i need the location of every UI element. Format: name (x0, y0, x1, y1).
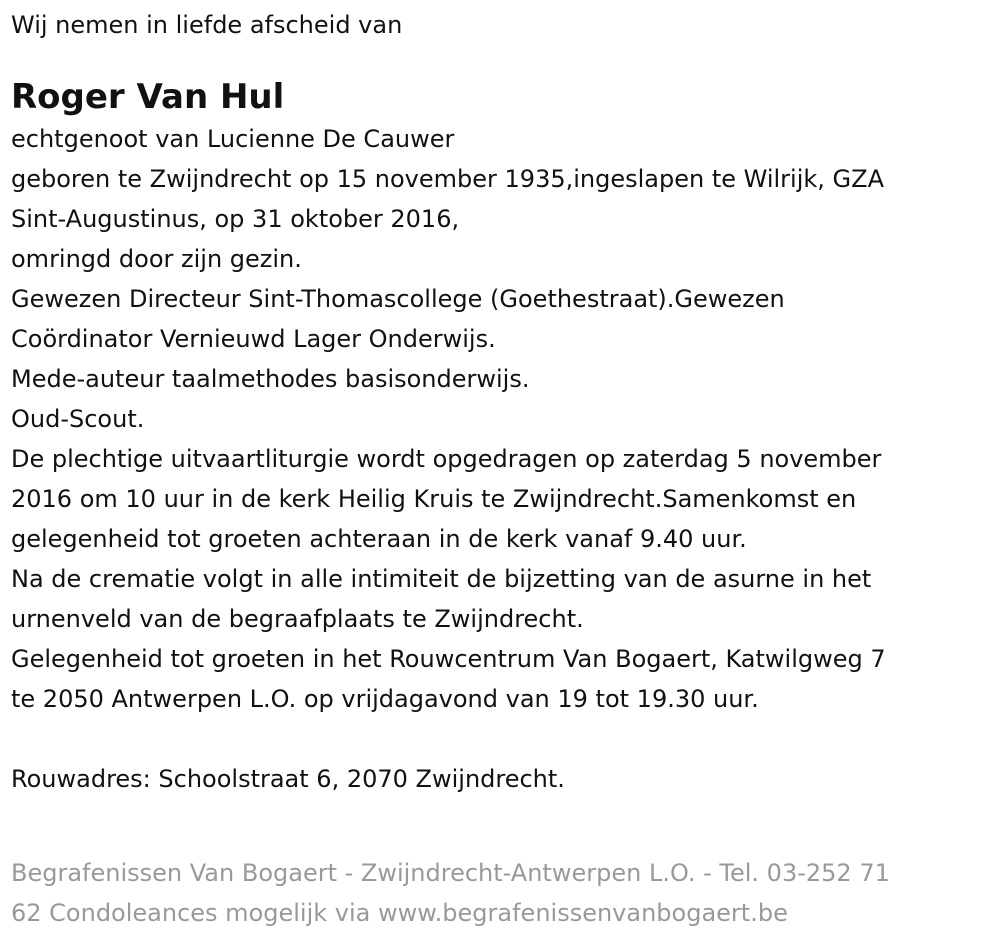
obituary-body (11, 119, 991, 719)
body-line: De plechtige uitvaartliturgie wordt opgedragen op zaterdag 5 november (11, 445, 882, 473)
funeral-home-footer (11, 853, 991, 933)
footer-line: Begrafenissen Van Bogaert - Zwijndrecht-Antwerpen L.O. - Tel. 03-252 71 (11, 859, 890, 887)
body-line: Gewezen Directeur Sint-Thomascollege (Goethestraat).Gewezen (11, 285, 785, 313)
deceased-name: Roger Van Hul (11, 77, 285, 117)
body-line: Sint-Augustinus, op 31 oktober 2016, (11, 205, 460, 233)
body-line: gelegenheid tot groeten achteraan in de kerk vanaf 9.40 uur. (11, 525, 747, 553)
body-line: Na de crematie volgt in alle intimiteit de bijzetting van de asurne in het (11, 565, 872, 593)
body-line: omringd door zijn gezin. (11, 245, 302, 273)
obituary-notice (11, 5, 991, 799)
body-line: te 2050 Antwerpen L.O. op vrijdagavond van 19 tot 19.30 uur. (11, 685, 759, 713)
body-line: echtgenoot van Lucienne De Cauwer (11, 125, 455, 153)
body-line: 2016 om 10 uur in de kerk Heilig Kruis te Zwijndrecht.Samenkomst en (11, 485, 857, 513)
body-line: urnenveld van de begraafplaats te Zwijndrecht. (11, 605, 584, 633)
spacer (11, 719, 991, 759)
intro-text: Wij nemen in liefde afscheid van (11, 11, 403, 39)
footer-line: 62 Condoleances mogelijk via www.begrafenissenvanbogaert.be (11, 899, 788, 927)
body-line: Coördinator Vernieuwd Lager Onderwijs. (11, 325, 496, 353)
body-line: Oud-Scout. (11, 405, 145, 433)
body-line: geboren te Zwijndrecht op 15 november 1935,ingeslapen te Wilrijk, GZA (11, 165, 884, 193)
body-line: Gelegenheid tot groeten in het Rouwcentrum Van Bogaert, Katwilgweg 7 (11, 645, 886, 673)
body-line: Mede-auteur taalmethodes basisonderwijs. (11, 365, 530, 393)
mourning-address: Rouwadres: Schoolstraat 6, 2070 Zwijndrecht. (11, 765, 565, 793)
